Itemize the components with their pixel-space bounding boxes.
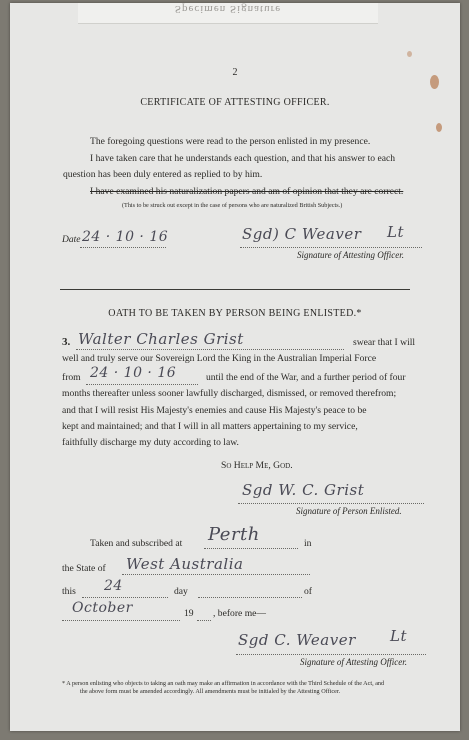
of-label: of bbox=[304, 586, 312, 597]
oath-number: 3. bbox=[62, 336, 71, 348]
from-label: from bbox=[62, 372, 81, 383]
naturalization-note: (This to be struck out except in the case of persons who are naturalized British Subjects.) bbox=[122, 202, 343, 209]
taken-label: Taken and subscribed at bbox=[90, 538, 183, 549]
state-label: the State of bbox=[62, 563, 106, 574]
year-label: 19 bbox=[184, 608, 194, 619]
officer-signature: Sgd) C Weaver bbox=[242, 225, 362, 243]
month-line-upper bbox=[198, 597, 302, 598]
oath-line2: well and truly serve our Sovereign Lord the King in the Australian Imperial Force bbox=[62, 353, 377, 364]
document-page bbox=[10, 3, 460, 731]
oath-line3-end: until the end of the War, and a further period of four bbox=[206, 372, 406, 383]
day-label: day bbox=[174, 586, 188, 597]
section-divider bbox=[60, 289, 410, 290]
footnote-line2: the above form must be amended accordingly. All amendments must be initialed by the Attesting Officer. bbox=[80, 688, 341, 695]
rust-stain bbox=[436, 123, 442, 132]
so-help-me-god: So Help Me, God. bbox=[221, 460, 293, 471]
enlistee-caption: Signature of Person Enlisted. bbox=[296, 506, 402, 516]
paper-tape bbox=[78, 3, 378, 24]
oath-title: OATH TO BE TAKEN BY PERSON BEING ENLISTED.* bbox=[108, 308, 362, 319]
tape-text: Specimen Signature bbox=[174, 3, 282, 15]
date-value: 24 · 10 · 16 bbox=[82, 229, 169, 245]
day-line bbox=[82, 597, 168, 598]
place-line bbox=[204, 548, 298, 549]
certificate-para1: The foregoing questions were read to the person enlisted in my presence. bbox=[90, 136, 371, 147]
signature-caption: Signature of Attesting Officer. bbox=[297, 250, 404, 260]
certificate-para3-struck: I have examined his naturalization papers and am of opinion that they are correct. bbox=[90, 186, 404, 197]
officer-signature-line bbox=[240, 247, 422, 248]
footnote-line1: * A person enlisting who objects to taking an oath may make an affirmation in accordance with the Third Schedule of the Act, and bbox=[62, 680, 385, 687]
final-officer-signature: Sgd C. Weaver bbox=[238, 631, 356, 649]
year-line bbox=[197, 620, 211, 621]
state-line bbox=[122, 574, 310, 575]
oath-line5: and that I will resist His Majesty's enemies and cause His Majesty's peace to be bbox=[62, 405, 367, 416]
final-officer-caption: Signature of Attesting Officer. bbox=[300, 657, 407, 667]
oath-line6: kept and maintained; and that I will in all matters appertaining to my service, bbox=[62, 421, 358, 432]
enlistee-name: Walter Charles Grist bbox=[78, 330, 244, 348]
final-officer-rank: Lt bbox=[390, 627, 407, 645]
month-value: October bbox=[72, 600, 133, 616]
date-label: Date bbox=[62, 235, 81, 245]
this-label: this bbox=[62, 586, 76, 597]
before-label: , before me— bbox=[213, 608, 267, 619]
officer-rank: Lt bbox=[387, 223, 404, 241]
enlistee-signature: Sgd W. C. Grist bbox=[242, 481, 365, 499]
certificate-para2-line2: question has been duly entered as replied to by him. bbox=[63, 169, 263, 180]
final-officer-line bbox=[236, 654, 426, 655]
in-label: in bbox=[304, 538, 312, 549]
date-line bbox=[80, 247, 166, 248]
certificate-title: CERTIFICATE OF ATTESTING OFFICER. bbox=[140, 97, 330, 108]
rust-stain bbox=[407, 51, 412, 57]
from-date: 24 · 10 · 16 bbox=[90, 365, 177, 381]
day-value: 24 bbox=[104, 578, 123, 594]
oath-line1-end: swear that I will bbox=[353, 337, 416, 348]
state-value: West Australia bbox=[126, 555, 244, 573]
place-value: Perth bbox=[208, 524, 260, 545]
oath-line7: faithfully discharge my duty according to law. bbox=[62, 437, 239, 448]
page-number: 2 bbox=[232, 67, 238, 78]
oath-line4: months thereafter unless sooner lawfully discharged, dismissed, or removed therefrom; bbox=[62, 388, 397, 399]
month-line bbox=[62, 620, 180, 621]
enlistee-signature-line bbox=[238, 503, 424, 504]
certificate-para2-line1: I have taken care that he understands each question, and that his answer to each bbox=[90, 153, 396, 164]
